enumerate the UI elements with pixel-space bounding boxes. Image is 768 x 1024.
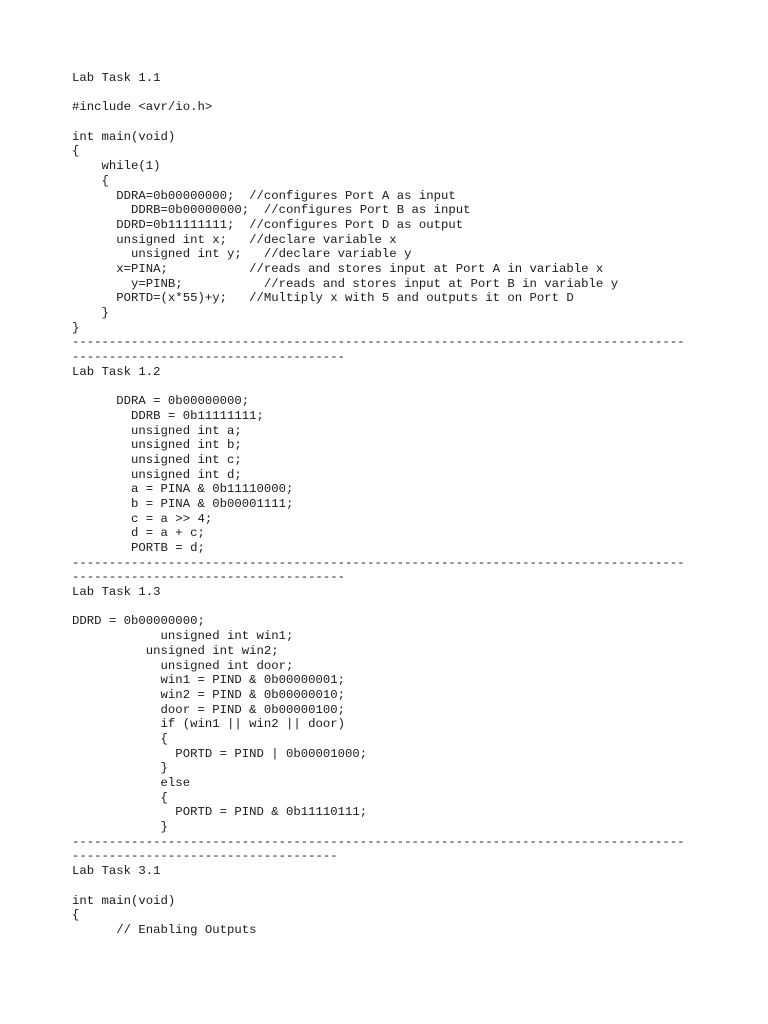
document-line: DDRA = 0b00000000; <box>72 394 250 409</box>
document-line: ----------------------------------------------------------------------------------- <box>72 335 685 350</box>
document-line: ------------------------------------- <box>72 350 346 365</box>
document-line: { <box>72 731 168 746</box>
document-line: Lab Task 1.3 <box>72 585 161 600</box>
document-line: { <box>72 144 80 159</box>
document-line: DDRA=0b00000000; //configures Port A as input <box>72 188 456 203</box>
document-line: unsigned int b; <box>72 438 242 453</box>
document-line: { <box>72 790 168 805</box>
document-line: win2 = PIND & 0b00000010; <box>72 687 346 702</box>
document-line: unsigned int y; //declare variable y <box>72 247 412 262</box>
document-line: int main(void) <box>72 893 176 908</box>
document-line: if (win1 || win2 || door) <box>72 717 346 732</box>
document-line: door = PIND & 0b00000100; <box>72 702 346 717</box>
document-line: ------------------------------------ <box>72 849 338 864</box>
document-line: } <box>72 306 109 320</box>
document-line: unsigned int c; <box>72 452 242 467</box>
document-line: a = PINA & 0b11110000; <box>72 482 294 497</box>
document-line: PORTD=(x*55)+y; //Multiply x with 5 and outputs it on Port D <box>72 291 574 306</box>
document-line: b = PINA & 0b00001111; <box>72 496 294 511</box>
document-line: y=PINB; //reads and stores input at Port B in variable y <box>72 276 619 291</box>
document-line: } <box>72 761 168 776</box>
document-line: Lab Task 3.1 <box>72 864 161 879</box>
document-line: #include <avr/io.h> <box>72 100 213 115</box>
document-line: Lab Task 1.2 <box>72 364 161 379</box>
document-line: win1 = PIND & 0b00000001; <box>72 673 346 688</box>
document-line: DDRD=0b11111111; //configures Port D as output <box>72 217 464 232</box>
document-line <box>72 379 685 394</box>
document-line: DDRB = 0b11111111; <box>72 408 264 423</box>
document-line: PORTD = PIND | 0b00001000; <box>72 746 368 761</box>
document-line: { <box>72 173 109 188</box>
document-line: ----------------------------------------------------------------------------------- <box>72 834 685 849</box>
document-line: else <box>72 776 191 790</box>
document-line: while(1) <box>72 159 161 174</box>
document-line: unsigned int x; //declare variable x <box>72 232 397 247</box>
document-line: unsigned int d; <box>72 467 242 482</box>
document-line <box>72 115 685 130</box>
document-line <box>72 879 685 894</box>
document-line: ------------------------------------- <box>72 570 346 585</box>
document-line: ----------------------------------------------------------------------------------- <box>72 555 685 570</box>
document-line <box>72 86 685 101</box>
document-line: } <box>72 320 80 335</box>
document-line: c = a >> 4; <box>72 511 213 526</box>
document-line: } <box>72 820 168 835</box>
document-line: PORTD = PIND & 0b11110111; <box>72 805 368 820</box>
document-line: PORTB = d; <box>72 541 205 555</box>
document-line: unsigned int a; <box>72 423 242 438</box>
code-listing <box>72 71 685 938</box>
document-line: d = a + c; <box>72 526 205 541</box>
document-line <box>72 600 685 615</box>
document-line: Lab Task 1.1 <box>72 71 161 85</box>
document-line: x=PINA; //reads and stores input at Port A in variable x <box>72 261 604 276</box>
document-line: { <box>72 908 80 923</box>
document-line: unsigned int door; <box>72 658 294 673</box>
document-line: unsigned int win2; <box>72 643 279 658</box>
document-line: unsigned int win1; <box>72 629 294 644</box>
document-line: DDRD = 0b00000000; <box>72 614 205 629</box>
document-line: int main(void) <box>72 129 176 144</box>
document-line: // Enabling Outputs <box>72 922 257 937</box>
document-line: DDRB=0b00000000; //configures Port B as input <box>72 203 471 218</box>
